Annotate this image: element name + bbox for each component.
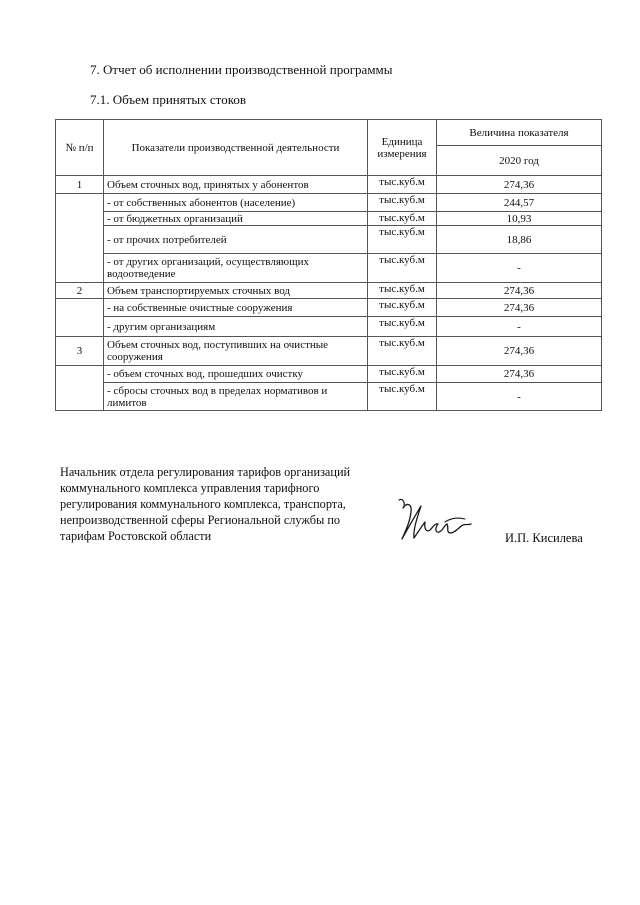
header-num: № п/п: [56, 120, 104, 176]
row-indicator: - сбросы сточных вод в пределах нормативов и лимитов: [104, 383, 368, 411]
row-value: 274,36: [437, 366, 602, 383]
row-unit: тыс.куб.м: [368, 226, 437, 254]
table-row: [56, 254, 602, 283]
header-year: 2020 год: [437, 146, 602, 176]
table-row: [56, 366, 602, 383]
table-row: [56, 383, 602, 411]
section-heading: 7. Отчет об исполнении производственной программы: [90, 62, 393, 77]
header-value: Величина показателя: [437, 120, 602, 146]
position-line: регулирования коммунального комплекса, транспорта,: [60, 497, 346, 511]
row-value: 274,36: [437, 176, 602, 194]
row-indicator: Объем транспортируемых сточных вод: [104, 283, 368, 299]
position-line: коммунального комплекса управления тарифного: [60, 481, 320, 495]
subsection-heading: 7.1. Объем принятых стоков: [90, 92, 246, 107]
position-line: тарифам Ростовской области: [60, 529, 212, 543]
row-indicator: - на собственные очистные сооружения: [104, 299, 368, 317]
header-unit-line2: измерения: [377, 147, 427, 160]
table-row: [56, 176, 602, 194]
row-value: 18,86: [437, 226, 602, 254]
stock-volume-table: [55, 119, 602, 411]
table-row: [56, 283, 602, 299]
row-unit: тыс.куб.м: [368, 383, 437, 411]
row-num: 3: [56, 337, 104, 366]
row-value: -: [437, 317, 602, 337]
row-indicator: Объем сточных вод, принятых у абонентов: [104, 176, 368, 194]
row-num-group2: [56, 299, 104, 337]
row-indicator: Объем сточных вод, поступивших на очистные сооружения: [104, 337, 368, 366]
row-indicator: - от других организаций, осуществляющих водоотведение: [104, 254, 368, 283]
position-line: Начальник отдела регулирования тарифов организаций: [60, 465, 351, 479]
row-indicator: - от бюджетных организаций: [104, 212, 368, 226]
row-unit: тыс.куб.м: [368, 366, 437, 383]
row-unit: тыс.куб.м: [368, 283, 437, 299]
row-indicator: - от прочих потребителей: [104, 226, 368, 254]
row-num-group3: [56, 366, 104, 411]
row-unit: тыс.куб.м: [368, 317, 437, 337]
row-unit: тыс.куб.м: [368, 212, 437, 226]
table-row: [56, 299, 602, 317]
row-num: 2: [56, 283, 104, 299]
row-value: 274,36: [437, 337, 602, 366]
header-unit-line1: Единица: [381, 135, 423, 148]
row-unit: тыс.куб.м: [368, 176, 437, 194]
table-row: [56, 212, 602, 226]
row-value: 10,93: [437, 212, 602, 226]
row-num: 1: [56, 176, 104, 194]
table-row: [56, 194, 602, 212]
header-indicator: Показатели производственной деятельности: [104, 120, 368, 176]
header-unit: [368, 120, 437, 176]
row-value: 274,36: [437, 299, 602, 317]
row-value: -: [437, 383, 602, 411]
signatory-position: [60, 464, 390, 544]
table-row: [56, 337, 602, 366]
position-line: непроизводственной сферы Региональной службы по: [60, 513, 341, 527]
row-indicator: - другим организациям: [104, 317, 368, 337]
row-indicator: - от собственных абонентов (население): [104, 194, 368, 212]
signatory-name: И.П. Кисилева: [505, 531, 583, 545]
handwritten-signature: [393, 492, 473, 548]
table-row: [56, 317, 602, 337]
row-unit: тыс.куб.м: [368, 337, 437, 366]
row-unit: тыс.куб.м: [368, 299, 437, 317]
row-unit: тыс.куб.м: [368, 194, 437, 212]
table-row: [56, 226, 602, 254]
row-value: 274,36: [437, 283, 602, 299]
row-value: 244,57: [437, 194, 602, 212]
row-num-group1: [56, 194, 104, 283]
row-indicator: - объем сточных вод, прошедших очистку: [104, 366, 368, 383]
row-value: -: [437, 254, 602, 283]
row-unit: тыс.куб.м: [368, 254, 437, 283]
